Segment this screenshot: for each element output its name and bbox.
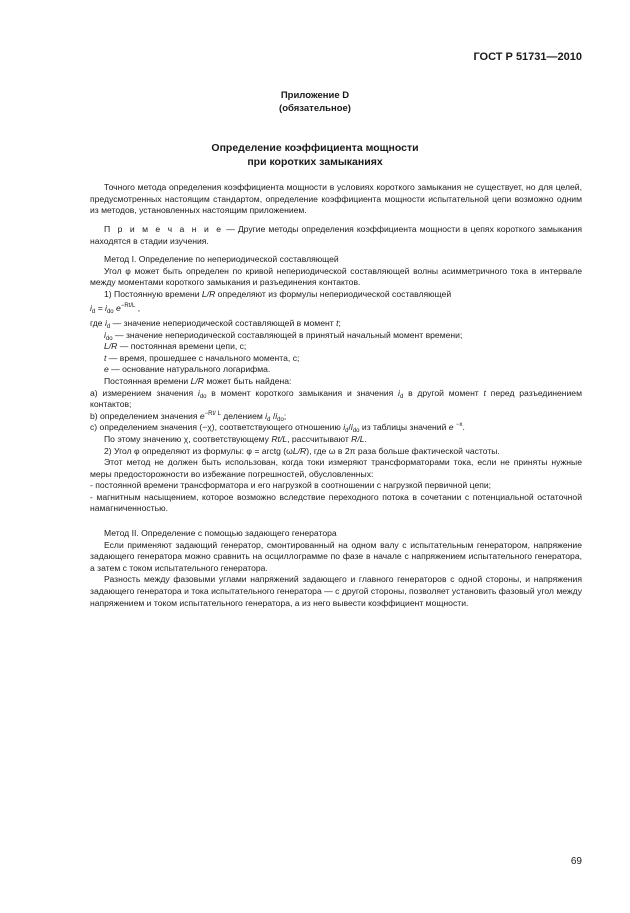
option-c: c) определением значения (−χ), соответствующего отношению $i_d/i_{do}$ из таблицы значений e $^{-x}$. (90, 422, 465, 435)
find-intro: Постоянная времени L/R может быть найдена: (104, 375, 292, 386)
note-label: П р и м е ч а н и е (104, 224, 224, 234)
caution-bullet-1: - постоянной времени трансформатора и его нагрузкой в соотношении с нагрузкой первичной цепи; (90, 480, 492, 491)
chi-line: По этому значению χ, соответствующему Rt/L, рассчитывают R/L. (104, 433, 367, 444)
method2-section (90, 528, 582, 609)
phi-formula: 2) Угол φ определяют из формулы: φ = arctg (ωL/R), где ω в 2π раза больше фактической частоты. (104, 445, 500, 456)
intro-paragraph (90, 182, 582, 217)
note-text: — Другие методы определения коэффициента мощности в цепях короткого замыкания находятся в стадии изучения. (90, 224, 582, 246)
caution-paragraph: Этот метод не должен быть использован, когда токи измеряют трансформаторами тока, если не приняты нужные меры предосторожности во избежание погрешностей, обусловленных: (90, 457, 582, 479)
method1-title: Метод I. Определение по непериодической составляющей (104, 254, 339, 264)
method2-p1: Если применяют задающий генератор, смонтированный на одном валу с испытательным генератором, напряжение задающего генератора можно сравнить на осциллограмме по фазе в начале с напряжением испытательного генератора, а затем с током испытательного генератора. (90, 539, 582, 573)
section-heading-line2: при коротких замыканиях (247, 156, 383, 168)
appendix-status: (обязательное) (279, 103, 351, 114)
method1-p1: Угол φ может быть определен по кривой непериодической составляющей волны асимметричного тока в интервале между моментами короткого замыкания и разъединения контактов. (90, 265, 582, 288)
intro-text: Точного метода определения коэффициента мощности в условиях короткого замыкания не существует, но для целей, предусмотренных настоящим стандартом, определение коэффициента мощности испытательной цепи возможно одним из методов, установленных настоящим приложением. (90, 182, 582, 216)
appendix-title: Приложение D (280, 90, 350, 101)
option-a: а) измерением значения $i_{do}$ в момент короткого замыкания и значения $i_d$ в другой момент t перед разъединением контактов; (90, 387, 582, 410)
where-def-2: L/R — постоянная времени цепи, с; (104, 341, 247, 352)
method1-section (90, 254, 582, 515)
caution-bullet-2: - магнитным насыщением, которое возможно вследствие переходного потока в сочетании с потенциальной остаточной намагниченностью. (90, 491, 582, 514)
option-b: b) определением значения $e^{-Rt/ L}$ делением $i_d$ $/i_{do}$; (90, 410, 287, 423)
standard-header: ГОСТ Р 51731—2010 (473, 51, 582, 63)
section-heading-line1: Определение коэффициента мощности (211, 142, 419, 154)
note-paragraph (90, 224, 582, 247)
where-def-1: $i_{do}$ — значение непериодической составляющей в принятый начальный момент времени; (104, 329, 463, 342)
where-def-0: где $i_d$ — значение непериодической составляющей в момент t; (90, 317, 341, 330)
where-def-3: t — время, прошедшее с начального момента, с; (104, 352, 300, 363)
where-def-4: e — основание натурального логарифма. (104, 364, 271, 375)
page-number: 69 (570, 856, 582, 867)
method2-title: Метод II. Определение с помощью задающего генератора (104, 528, 337, 538)
method1-p2: 1) Постоянную времени L/R определяют из формулы непериодической составляющей (104, 288, 452, 299)
decay-formula: $i_d = i_{do}$ $e^{-Rt/L}$ , (90, 303, 141, 316)
method2-p2: Разность между фазовыми углами напряжений задающего и главного генераторов с одной стороны, и напряжения задающего генератора и тока испытательного генератора — с другой стороны, позволяет установить фазовый угол между напряжением и током испытательного генератора, а из него вывести коэффициент мощности. (90, 574, 582, 608)
